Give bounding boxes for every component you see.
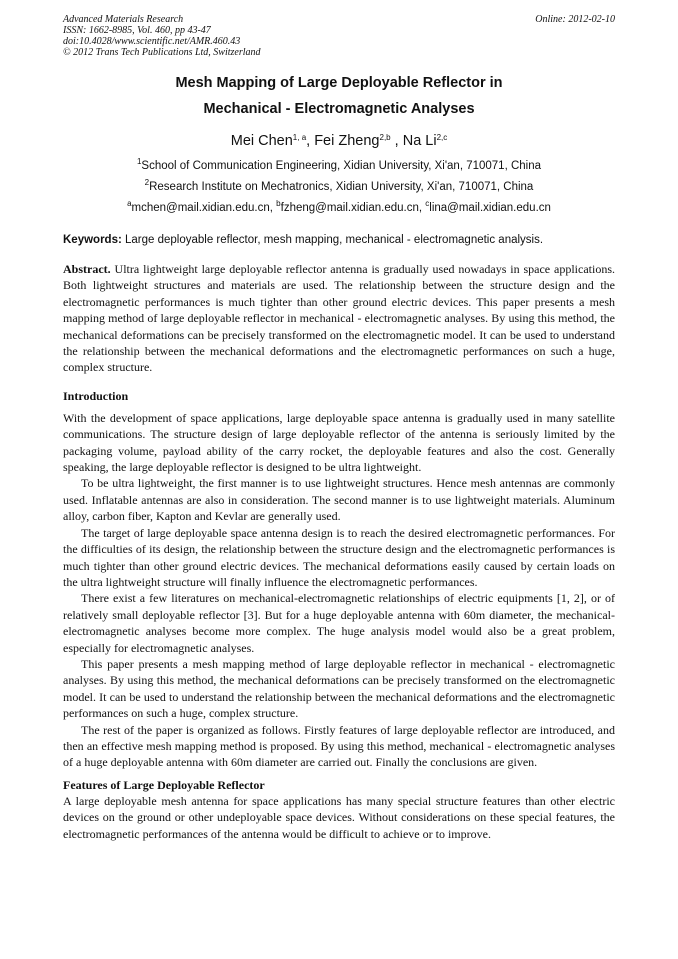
author-sep: , (390, 133, 403, 149)
email-text: mchen@mail.xidian.edu.cn, (131, 202, 277, 214)
paper-title (63, 70, 615, 122)
email-sup: b (276, 199, 281, 208)
journal-name: Advanced Materials Research (63, 14, 184, 25)
journal-copyright: © 2012 Trans Tech Publications Ltd, Switzerland (63, 47, 261, 58)
abstract-label: Abstract. (63, 262, 111, 276)
author-sup: 2,c (436, 133, 448, 142)
email-sup: c (425, 199, 430, 208)
section-heading-features: Features of Large Deployable Reflector (63, 777, 265, 792)
author-name: Fei Zheng (314, 133, 380, 149)
keywords-label: Keywords: (63, 234, 122, 246)
affiliation-text: School of Communication Engineering, Xidian University, Xi'an, 710071, China (141, 160, 542, 172)
journal-info (63, 14, 615, 58)
paragraph: A large deployable mesh antenna for space applications has many special structure features than other electric devices on the ground or other undeployable space devices. Without considerations on these special features, the electromagnetic performances of the antenna would be difficult to achieve or to improve. (63, 793, 615, 841)
abstract (63, 261, 615, 376)
introduction-body (63, 410, 615, 771)
paper-page (63, 14, 615, 842)
journal-header (63, 14, 615, 66)
author-name: Mei Chen (230, 133, 293, 149)
title-line-2: Mechanical - Electromagnetic Analyses (203, 101, 475, 117)
author-sup: 2,b (379, 133, 391, 142)
online-date: Online: 2012-02-10 (535, 14, 615, 25)
paragraph: The rest of the paper is organized as follows. Firstly features of large deployable reflector are introduced, and then an effective mesh mapping method is proposed. By using this method, mechanical - electromagnetic analyses of a huge deployable antenna with 60m diameter are carried out. Finally the conclusions are given. (63, 722, 615, 770)
section-heading-introduction: Introduction (63, 388, 129, 403)
paragraph: There exist a few literatures on mechanical-electromagnetic relationships of electric equipments [1, 2], or of relatively small deployable reflector [3]. But for a huge deployable antenna with 60m diameter, the mechanical-electromagnetic analyses become more complex. The huge analysis model would also be a great problem, especially for electromagnetic analyses. (63, 591, 615, 655)
affiliation (63, 177, 615, 198)
author-sup: 1, a (292, 133, 307, 142)
affiliation-text: Research Institute on Mechatronics, Xidian University, Xi'an, 710071, China (149, 181, 534, 193)
keywords-text: Large deployable reflector, mesh mapping, mechanical - electromagnetic analysis. (121, 234, 544, 246)
paragraph: To be ultra lightweight, the first manner is to use lightweight structures. Hence mesh antennas are commonly used. Inflatable antennas are also in consideration. The second manner is to use lightweight materials. Aluminum alloy, carbon fiber, Kapton and Kevlar are generally used. (63, 476, 615, 524)
author-list (63, 130, 615, 152)
paragraph: This paper presents a mesh mapping method of large deployable reflector in mechanical - electromagnetic analyses. By using this method, the mechanical deformations can be precisely transformed on the electromagnetic model. It can be used to understand the relationship between the mechanical deformations and the electromagnetic performances on such a huge, complex structure. (63, 656, 615, 721)
email-line (63, 198, 615, 219)
keywords (63, 232, 615, 248)
affiliation-sup: 1 (136, 157, 142, 166)
email-text: fzheng@mail.xidian.edu.cn, (280, 202, 426, 214)
abstract-text: Ultra lightweight large deployable reflector antenna is gradually used nowadays in space applications. Both lightweight structures and materials are used. The relationship between the structure design and the electromagnetic performances is much tighter than other ground electric devices. This paper presents a mesh mapping method of large deployable reflector in mechanical - electromagnetic analyses. By using this method, the mechanical deformations can be precisely transformed on the electromagnetic model. It can be used to understand the relationship between the mechanical deformations and the electromagnetic performances on such a huge, complex structure. (63, 262, 615, 375)
author-name: Na Li (402, 133, 437, 149)
paragraph: With the development of space applications, large deployable space antenna is gradually used in many satellite communications. The structure design of large deployable reflector of the antenna is seriously limited by the packaging volume, payload ability of the carry rocket, the deployable features and also the cost. Generally speaking, the large deployable reflector is designed to be ultra lightweight. (63, 410, 615, 475)
features-body (63, 793, 615, 842)
title-line-1: Mesh Mapping of Large Deployable Reflector in (175, 75, 503, 91)
author-sep: , (306, 133, 315, 149)
journal-issn: ISSN: 1662-8985, Vol. 460, pp 43-47 (63, 25, 211, 36)
affiliation (63, 156, 615, 177)
affiliation-sup: 2 (144, 178, 150, 187)
paragraph: The target of large deployable space antenna design is to reach the desired electromagnetic performances. For the difficulties of its design, the relationship between the structure design and the electromagnetic performances is much tighter than other ground electric devices. The mechanical deformations easily caused by certain loads on the ultra lightweight structure will finally influence the electromagnetic performances. (63, 525, 615, 589)
email-sup: a (127, 199, 132, 208)
journal-doi: doi:10.4028/www.scientific.net/AMR.460.43 (63, 36, 241, 47)
email-text: lina@mail.xidian.edu.cn (429, 202, 551, 214)
